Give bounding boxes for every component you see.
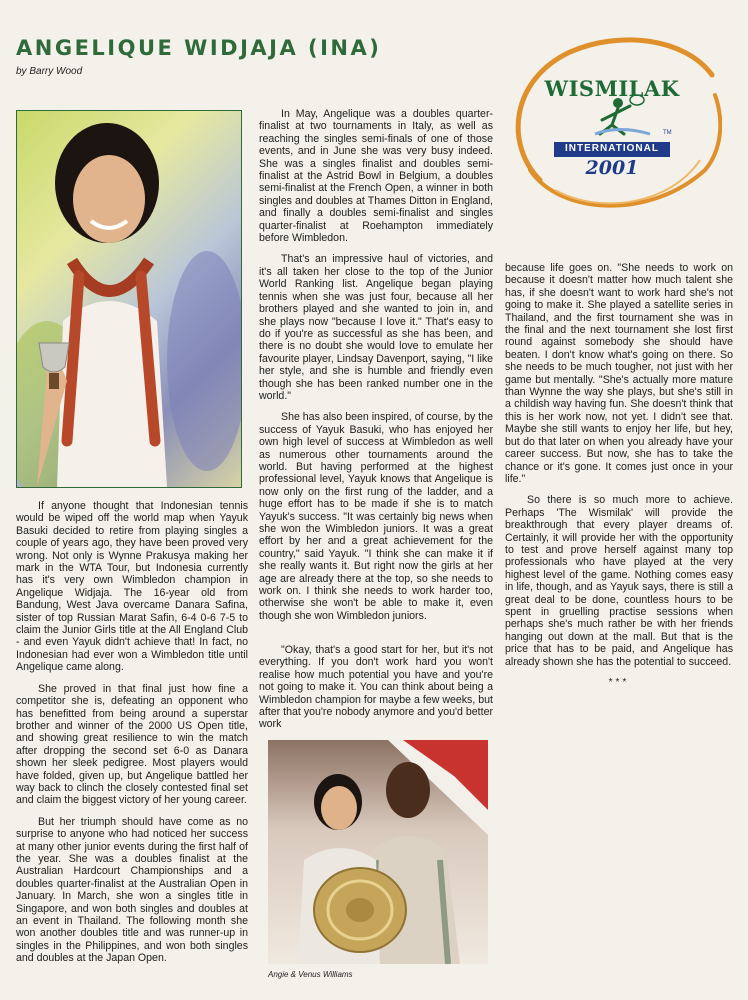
- article-column-2-continued: [259, 644, 493, 740]
- venus-rosewater-dish-icon: [314, 868, 406, 952]
- logo-brand: WISMILAK: [544, 76, 680, 101]
- article-column-2: [259, 108, 493, 631]
- paragraph: If anyone thought that Indonesian tennis would be wiped off the world map when Yayuk Basuki decided to retire from playing singles a couple of years ago, they have been proved very wrong. Not only is Wynne Prakusya making her mark in the WTA Tour, but Indonesia currently has it's very own Wimbledon champion in Angelique Widjaja. The 16-year old from Bandung, West Java overcame Danara Safina, sister of top Russian Marat Safin, 6-4 0-6 7-5 to claim the Junior Girls title at the All England Club - and even Yayuk didn't achieve that! In fact, no Indonesian had ever won a Wimbledon title until Angelique came along.: [16, 500, 248, 674]
- photo-angie-and-venus-williams: [268, 740, 488, 964]
- paragraph: So there is so much more to achieve. Perhaps 'The Wismilak' will provide the breakthrough that every player dreams of. Certainly, it will provide her with the opportunity to test and prove herself against many top professionals who have played at the very highest level of the game. Nothing comes easy in life, though, and as Yayuk says, there is still a great deal to be done, countless hours to be spent in gruelling practise sessions when perhaps she's much rather be with her friends hanging out down at the mall. But that is the price that has to be paid, and Angelique has already shown she has the potential to succeed.: [505, 494, 733, 668]
- logo-international: INTERNATIONAL: [565, 143, 659, 154]
- wismilak-logo: [500, 30, 722, 218]
- paragraph: That's an impressive haul of victories, and it's all taken her close to the top of the Junior World Ranking list. Angelique began playing tennis when she was just four, because all her brothers played and she wanted to join in, and she plays now "because I love it." That's easy to do if you're as successful as she has been, and there is no doubt she would love to emulate her favourite player, Lindsay Davenport, saying, "I like her style, and she is humble and friendly even though she has been ranked number one in the world.": [259, 253, 494, 402]
- article-column-1: [16, 500, 248, 974]
- paragraph: because life goes on. "She needs to work on because it doesn't matter how much talent she has, if she doesn't want to work hard she's not going to make it. She played a satellite series in Thailand, and the first tournament she was in the final and the next tournament she lost first round against somebody she should have beaten. I don't know what's going on there. So she needs to be much tougher, not just with her game but mentally. "She's actually more mature than Wynne the way she plays, but she's still in a childish way having fun. She doesn't think that this is her work now, not yet. I didn't see that. Maybe she still wants to enjoy her life, but hey, but do that later on when you already have your career success. But now, she has to take the chance or it's gone. It comes just once in your life.": [505, 262, 733, 485]
- paragraph: But her triumph should have come as no surprise to anyone who had noticed her success at many other junior events during the first half of the year. She was a doubles finalist at the Australian Hardcourt Championships and a doubles quarter-finalist at the Australian Open in January. In March, she won a singles title in Singapore, and won both singles and doubles at an event in Thailand. The following month she won another doubles title and was runner-up in singles in the Philippines, and won both singles and doubles at the Japan Open.: [16, 815, 248, 965]
- logo-tm: TM: [663, 130, 672, 136]
- article-column-3: [505, 262, 733, 689]
- article-title: ANGELIQUE WIDJAJA (INA): [16, 36, 382, 60]
- end-mark: ***: [608, 677, 630, 688]
- photo-angelique-with-trophy: [16, 110, 242, 488]
- logo-year: 2001: [585, 157, 639, 179]
- byline: by Barry Wood: [16, 66, 83, 77]
- photo-caption: Angie & Venus Williams: [268, 970, 353, 979]
- paragraph: She has also been inspired, of course, by the success of Yayuk Basuki, who has enjoyed her own high level of success at Wimbledon as well as numerous other tournaments around the world. But having performed at the highest professional level, Yayuk knows that Angelique is now only on the first rung of the ladder, and a huge effort has to be made if she is to match Yayuk's success. "It was certainly big news when she won the Wimbledon juniors. It was a great effort by her and a great achievement for the country," said Yayuk. "I think she can make it if she really wants it. But right now the girls at her age are already there at the top, so she needs to work on. I think she needs to work harder too, otherwise she won't be able to make it, even though she won Wimbledon juniors.: [259, 411, 494, 622]
- paragraph: She proved in that final just how fine a competitor she is, defeating an opponent who has benefitted from being around a superstar brother and winner of the 2000 US Open title, and showing great resilience to win the match after dropping the second set 6-0 as Danara shown her sleek pedigree. Most players would have folded, given up, but Angelique battled her way back to clinch the closely contested final set and claim the biggest victory of her young career.: [16, 682, 248, 807]
- paragraph: In May, Angelique was a doubles quarter-finalist at two tournaments in Italy, as well as reaching the singles semi-finals of one of those events, and in June she was very busy indeed. She was a singles finalist and doubles semi-finalist at the Astrid Bowl in Belgium, a doubles semi-finalist at the French Open, a winner in both singles and doubles at Thames Ditton in England, and finally a doubles semi-finalist and singles quarter-finalist at Roehampton immediately before Wimbledon.: [259, 108, 493, 245]
- paragraph: "Okay, that's a good start for her, but it's not everything. If you don't work hard you won't realise how much potential you have and you're not going to make it. You can think about being a Wimbledon champion for maybe a few weeks, but after that you're nobody anymore and you'd better work: [259, 644, 493, 731]
